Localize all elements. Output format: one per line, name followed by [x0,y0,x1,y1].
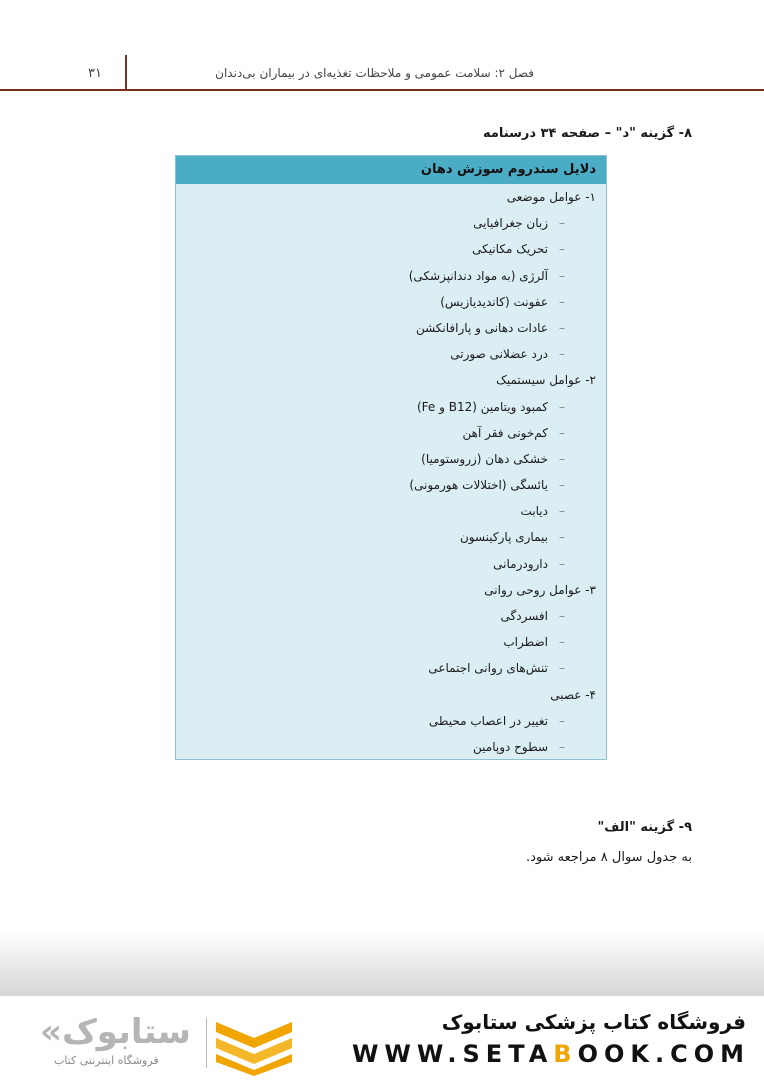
dash-bullet: – [559,661,565,676]
url-part-2: OOK.COM [577,1040,750,1068]
list-item [176,472,606,498]
category-heading: ۴- عصبی [550,687,596,702]
category-heading: ۳- عوامل روحی روانی [484,582,596,597]
list-item [176,394,606,420]
list-item-text: خشکی دهان (زروستومیا) [421,451,548,466]
footer-fade [0,930,764,996]
dash-bullet: – [559,294,565,309]
dash-bullet: – [559,425,565,440]
list-item [176,524,606,550]
list-item [176,708,606,734]
dash-bullet: – [559,739,565,754]
page-header [0,0,764,92]
page-number: ۳۱ [88,66,102,81]
list-item [176,263,606,289]
list-item [176,289,606,315]
list-item [176,210,606,236]
logo-tagline: فروشگاه اینترنتی کتاب [54,1054,159,1067]
list-item [176,629,606,655]
list-item [176,341,606,367]
list-item [176,315,606,341]
list-item-text: بیماری پارکینسون [459,530,548,545]
list-item-text: درد عضلانی صورتی [450,347,548,362]
dash-bullet: – [559,320,565,335]
header-rule [0,89,764,91]
list-item [176,498,606,524]
dash-bullet: – [559,556,565,571]
question-9-heading: ۹- گزینه "الف" [597,820,692,835]
list-item-text: عفونت (کاندیدیازیس) [440,294,548,309]
list-item-text: کم‌خونی فقر آهن [462,425,548,440]
list-item [176,420,606,446]
list-item-text: تغییر در اعصاب محیطی [428,713,548,728]
list-item [176,734,606,760]
store-name: فروشگاه کتاب پزشکی ستابوک [441,1010,746,1034]
dash-bullet: – [559,399,565,414]
list-item-text: آلرژی (به مواد دندانپزشکی) [408,268,548,283]
dash-bullet: – [559,268,565,283]
question-8-heading: ۸- گزینه "د" – صفحه ۳۴ درسنامه [482,126,692,141]
dash-bullet: – [559,347,565,362]
category-heading: ۲- عوامل سیستمیک [496,373,596,388]
list-item-text: تحریک مکانیکی [472,242,548,257]
dash-bullet: – [559,504,565,519]
list-item-text: دیابت [520,504,548,519]
table-title: دلایل سندروم سوزش دهان [176,156,606,184]
logo-wordmark: «ستابوک [40,1012,191,1052]
list-item [176,603,606,629]
list-item [176,236,606,262]
logo-separator [206,1018,207,1068]
dash-bullet: – [559,242,565,257]
list-item [176,551,606,577]
url-part-1: WWW.SETA [351,1040,554,1068]
dash-bullet: – [559,713,565,728]
dash-bullet: – [559,451,565,466]
dash-bullet: – [559,478,565,493]
category-heading: ۱- عوامل موضعی [506,190,596,204]
dash-bullet: – [559,530,565,545]
list-item [176,446,606,472]
book-stack-logo-icon [214,1016,294,1076]
question-9-text: به جدول سوال ۸ مراجعه شود. [525,850,692,865]
chapter-title: فصل ۲: سلامت عمومی و ملاحظات تغذیه‌ای در بیماران بی‌دندان [215,66,534,80]
dash-bullet: – [559,635,565,650]
causes-table [175,155,607,760]
list-item-text: اضطراب [503,635,548,650]
list-item-text: کمبود ویتامین (B12 و Fe) [416,399,548,414]
causes-list [176,184,606,760]
dash-bullet: – [559,216,565,231]
list-item-text: یائسگی (اختلالات هورمونی) [409,478,548,493]
list-item-text: زبان جغرافیایی [473,216,548,231]
list-item-text: سطوح دوپامین [473,739,548,754]
dash-bullet: – [559,609,565,623]
list-item-text: افسردگی [500,609,548,623]
store-url[interactable] [352,1040,750,1068]
list-item-text: دارودرمانی [493,556,548,571]
header-divider [125,55,127,90]
list-item-text: تنش‌های روانی اجتماعی [428,661,548,676]
list-item-text: عادات دهانی و پارافانکشن [415,320,548,335]
list-item [176,655,606,681]
footer-banner [0,996,764,1080]
url-accent-letter: B [553,1040,578,1068]
